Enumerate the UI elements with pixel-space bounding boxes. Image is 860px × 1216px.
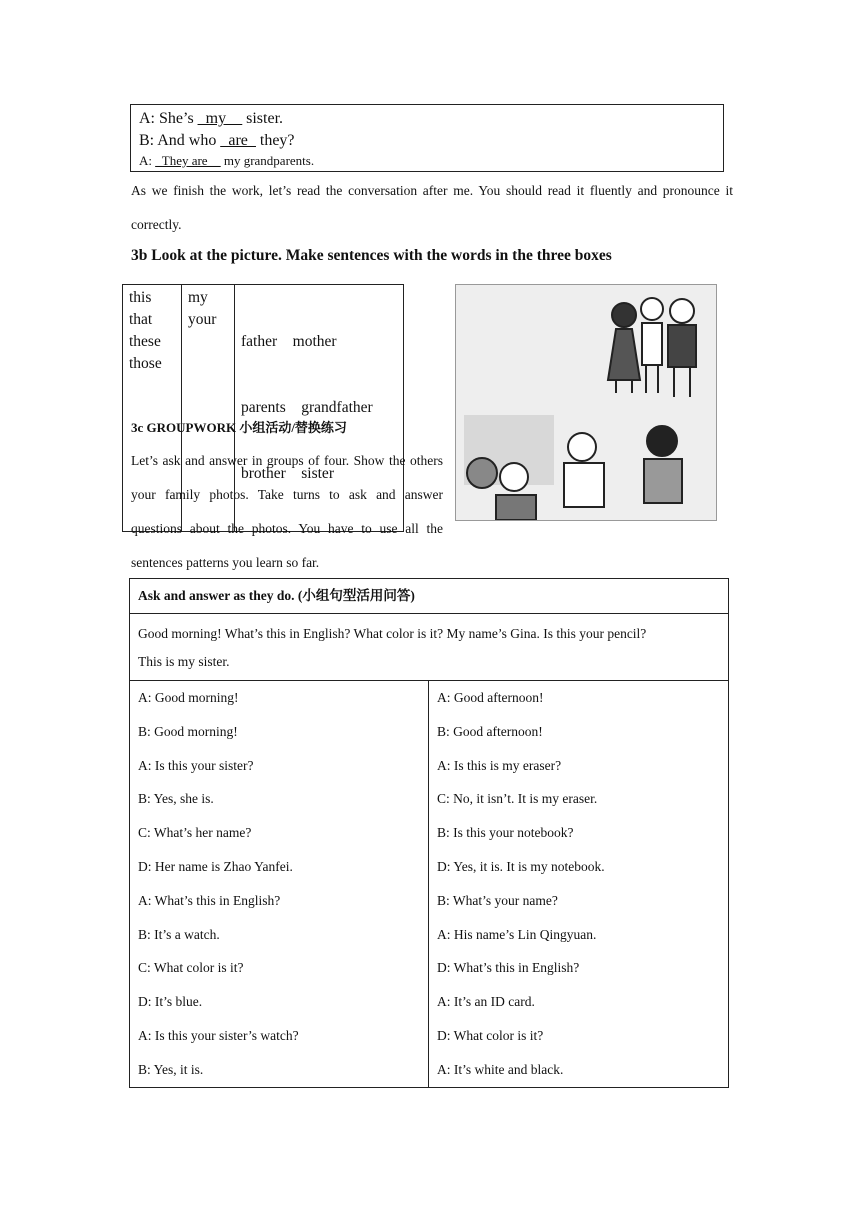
conversation-line-2 [139, 130, 715, 152]
line-text: they? [255, 132, 295, 149]
family-drawing [456, 285, 716, 520]
answer-blank: _my__ [197, 110, 243, 127]
dialog-line: A: Good afternoon! [437, 690, 544, 705]
dialog-line: B: Good afternoon! [437, 723, 543, 739]
dialog-column-left [130, 681, 429, 1087]
dialog-line: B: Is this your notebook? [437, 825, 574, 841]
dialog-columns [130, 681, 728, 1087]
dialog-line: B: Yes, it is. [138, 1061, 204, 1077]
conversation-line-3 [139, 152, 715, 170]
conversation-line-1 [139, 108, 715, 130]
dialog-line: A: What’s this in English? [138, 892, 281, 908]
word-row: brother sister [241, 465, 334, 482]
dialog-line: C: No, it isn’t. It is my eraser. [437, 791, 598, 807]
dialog-line: A: Is this your sister? [138, 757, 254, 773]
dialog-line: D: Yes, it is. It is my notebook. [437, 858, 605, 874]
word-row: father mother [241, 333, 337, 350]
dialog-line: A: His name’s Lin Qingyuan. [437, 926, 597, 942]
word: my [188, 289, 208, 306]
dialog-line: B: What’s your name? [437, 892, 558, 908]
section-3c-heading: 3c GROUPWORK 小组活动/替换练习 [131, 420, 347, 435]
dialog-line: D: It’s blue. [138, 994, 203, 1010]
dialog-line: C: What color is it? [138, 960, 244, 976]
line-text: my grandparents. [220, 153, 315, 168]
word: that [129, 311, 153, 328]
intro-line: Good morning! What’s this in English? What color is it? My name’s Gina. Is this your pencil? [138, 626, 647, 641]
dialog-table-header: Ask and answer as they do. (小组句型活用问答) [130, 579, 728, 614]
dialog-line: B: Good morning! [138, 723, 238, 739]
dialog-line: B: Yes, she is. [138, 791, 214, 807]
dialog-table [129, 578, 729, 1088]
dialog-line: C: What’s her name? [138, 825, 252, 841]
answer-blank: _are_ [220, 132, 256, 149]
dialog-line: A: It’s an ID card. [437, 994, 535, 1010]
family-illustration [455, 284, 717, 521]
dialog-line: A: It’s white and black. [437, 1061, 564, 1077]
line-text: B: And who [139, 132, 221, 149]
line-text: A: She’s [139, 110, 198, 127]
word-row: parents grandfather [241, 399, 373, 416]
line-text: A: [139, 153, 156, 168]
intro-line: This is my sister. [138, 654, 230, 669]
reading-instruction: As we finish the work, let’s read the conversation after me. You should read it fluently and pronounce it correctly. [131, 183, 733, 232]
word: your [188, 311, 217, 328]
dialog-line: A: Is this your sister’s watch? [138, 1027, 299, 1043]
dialog-line: A: Is this is my eraser? [437, 757, 562, 773]
dialog-column-right [429, 681, 728, 1087]
dialog-line: B: It’s a watch. [138, 926, 220, 942]
section-3c-paragraph: Let’s ask and answer in groups of four. Show the others your family photos. Take turns to ask and answer questions about the photos. You have to use all the sentences patterns you learn so far. [131, 453, 443, 570]
dialog-line: A: Good morning! [138, 690, 239, 705]
conversation-box [130, 104, 724, 172]
dialog-line: D: What color is it? [437, 1027, 544, 1043]
word: those [129, 355, 162, 372]
dialog-table-intro [130, 614, 728, 681]
dialog-line: D: Her name is Zhao Yanfei. [138, 858, 293, 874]
word: this [129, 289, 152, 306]
line-text: sister. [242, 110, 284, 127]
dialog-line: D: What’s this in English? [437, 960, 580, 976]
word: these [129, 333, 161, 350]
answer-blank: _They are__ [155, 153, 221, 168]
section-3b-heading: 3b Look at the picture. Make sentences with the words in the three boxes [131, 247, 612, 264]
